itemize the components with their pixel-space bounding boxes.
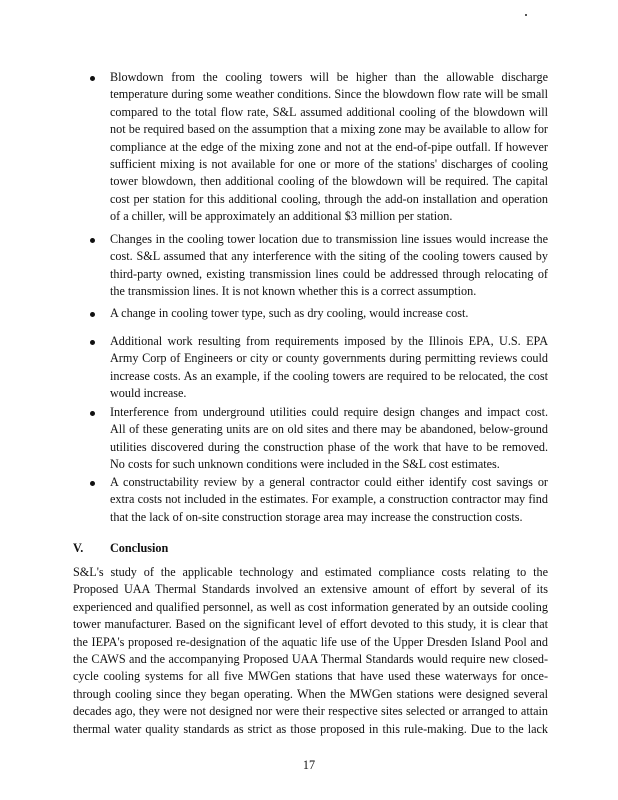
bullet-icon (90, 238, 95, 243)
text-line: the IEPA's proposed re-designation of the aquatic life use of the Upper Dresden Island Pool and (73, 634, 548, 649)
text-line: cost. S&L assumed that any interference with the siting of the cooling towers caused by (110, 249, 548, 264)
text-line: All of these generating units are on old sites and there may be abandoned, below-ground (110, 422, 548, 437)
text-line: A constructability review by a general contractor could either identify cost savings or (110, 475, 548, 489)
bullet-icon (90, 340, 95, 345)
scan-speck (525, 14, 527, 16)
text-line: No costs for such unknown conditions were included in the S&L cost estimates. (110, 457, 500, 472)
text-line: S&L's study of the applicable technology and estimated compliance costs relating to the (73, 565, 548, 579)
text-line: not be required based on the assumption that a mixing zone may be available to allow for (110, 122, 548, 137)
text-line: cycle cooling systems for all five MWGen stations that have used these waterways for once- (73, 669, 548, 684)
bullet-text (110, 474, 548, 526)
text-line: thermal water quality standards as strict as those proposed in this rule-making. Due to the lack (73, 721, 548, 736)
bullet-text (110, 231, 548, 301)
text-line: tower manufacturer. Based on the significant level of effort devoted to this study, it is clear that (73, 617, 548, 632)
text-line: temperature during some weather conditions. Since the blowdown flow rate will be small (110, 87, 548, 102)
text-line: Interference from underground utilities could require design changes and impact cost. (110, 405, 548, 419)
bullet-icon (90, 481, 95, 486)
text-line: increase costs. As an example, if the cooling towers are required to be relocated, the cost (110, 368, 548, 383)
text-line: Changes in the cooling tower location due to transmission line issues would increase the (110, 232, 548, 246)
text-line: third-party owned, existing transmission lines could be addressed through relocating of (110, 266, 548, 281)
text-line: extra costs not included in the estimates. For example, a construction contractor may find (110, 492, 548, 507)
text-line: Army Corp of Engineers or city or county governments during permitting reviews could (110, 351, 548, 366)
text-line: A change in cooling tower type, such as dry cooling, would increase cost. (110, 306, 469, 320)
bullet-text (110, 333, 548, 403)
text-line: the CAWS and the accompanying Proposed UAA Thermal Standards would require new closed- (73, 651, 548, 666)
text-line: of a chiller, will be approximately an additional $3 million per station. (110, 209, 453, 224)
text-line: would increase. (110, 386, 187, 401)
text-line: through cooling since they began operating. When the MWGen stations were designed several (73, 686, 548, 701)
conclusion-paragraph (73, 564, 548, 738)
bullet-icon (90, 312, 95, 317)
text-line: compared to the total flow rate, S&L assumed additional cooling of the blowdown will (110, 104, 548, 119)
text-line: Proposed UAA Thermal Standards involved an extensive amount of effort by several of its (73, 582, 548, 597)
section-title: Conclusion (110, 541, 169, 555)
text-line: compliance at the edge of the mixing zone and not at the end-of-pipe outfall. If however (110, 139, 548, 154)
bullet-icon (90, 76, 95, 81)
text-line: utilities discovered during the construction phase of the work that have to be removed. (110, 439, 548, 454)
text-line: experienced and qualified personnel, as well as cost information generated by an outside cooling (73, 599, 548, 614)
bullet-text (110, 69, 548, 226)
text-line: Blowdown from the cooling towers will be higher than the allowable discharge (110, 70, 548, 84)
text-line: Additional work resulting from requirements imposed by the Illinois EPA, U.S. EPA (110, 334, 548, 348)
page-number: 17 (302, 758, 316, 772)
text-line: tower blowdown, then additional cooling of the blowdown will be required. The capital (110, 174, 548, 189)
section-number: V. (73, 541, 84, 555)
text-line: cost per station for this additional cooling, through the add-on installation and operation (110, 191, 548, 206)
bullet-text (110, 404, 548, 474)
bullet-text (110, 305, 548, 322)
text-line: that the lack of on-site construction storage area may increase the construction costs. (110, 509, 523, 524)
text-line: the transmission lines. It is not known whether this is a correct assumption. (110, 284, 477, 299)
text-line: decades ago, they were not designed nor were their respective sites selected or arranged to attain (73, 704, 548, 719)
text-line: sufficient mixing is not available for one or more of the stations' discharges of cooling (110, 156, 548, 171)
bullet-icon (90, 411, 95, 416)
